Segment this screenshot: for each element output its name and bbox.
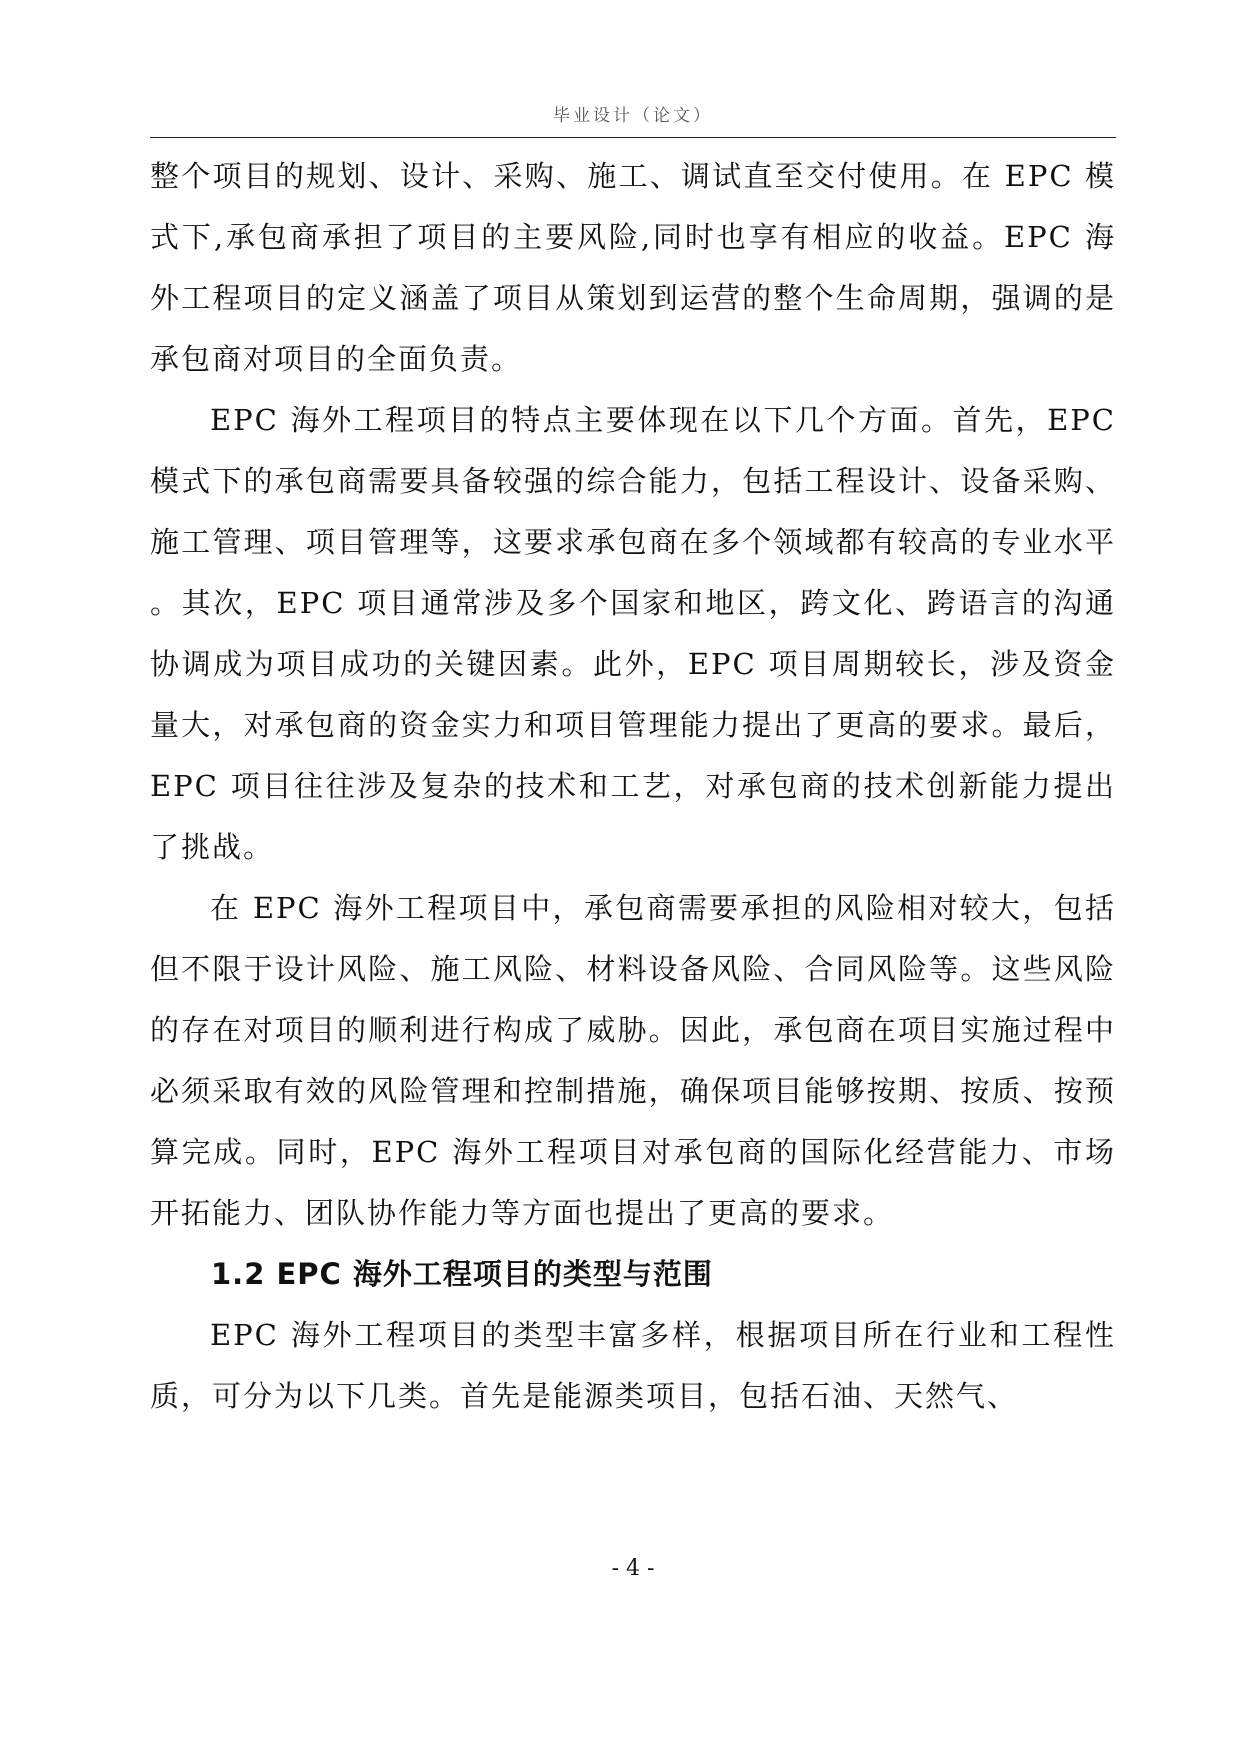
section-paragraph-1: EPC 海外工程项目的类型丰富多样，根据项目所在行业和工程性质，可分为以下几类。首先是能源类项目，包括石油、天然气、 — [150, 1318, 1116, 1413]
body-paragraph-3: 在 EPC 海外工程项目中，承包商需要承担的风险相对较大，包括但不限于设计风险、施工风险、材料设备风险、合同风险等。这些风险的存在对项目的顺利进行构成了威胁。因此，承包商在项目实施过程中必须采取有效的风险管理和控制措施，确保项目能够按期、按质、按预算完成。同时，EPC 海外工程项目对承包商的国际化经营能力、市场开拓能力、团队协作能力等方面也提出了更高的要求。 — [150, 891, 1116, 1230]
page-header: 毕业设计（论文） — [553, 106, 713, 126]
document-body — [150, 146, 1116, 1427]
body-paragraph-2: EPC 海外工程项目的特点主要体现在以下几个方面。首先，EPC 模式下的承包商需要具备较强的综合能力，包括工程设计、设备采购、施工管理、项目管理等，这要求承包商在多个领域都有较高的专业水平。其次，EPC 项目通常涉及多个国家和地区，跨文化、跨语言的沟通协调成为项目成功的关键因素。此外，EPC 项目周期较长，涉及资金量大，对承包商的资金实力和项目管理能力提出了更高的要求。最后，EPC 项目往往涉及复杂的技术和工艺，对承包商的技术创新能力提出了挑战。 — [150, 403, 1116, 864]
body-paragraph-1: 整个项目的规划、设计、采购、施工、调试直至交付使用。在 EPC 模式下,承包商承担了项目的主要风险,同时也享有相应的收益。EPC 海外工程项目的定义涵盖了项目从策划到运营的整个生命周期，强调的是承包商对项目的全面负责。 — [150, 159, 1116, 376]
page-number: - 4 - — [611, 1556, 655, 1581]
section-heading: 1.2 EPC 海外工程项目的类型与范围 — [211, 1257, 713, 1291]
header-divider — [150, 137, 1116, 138]
